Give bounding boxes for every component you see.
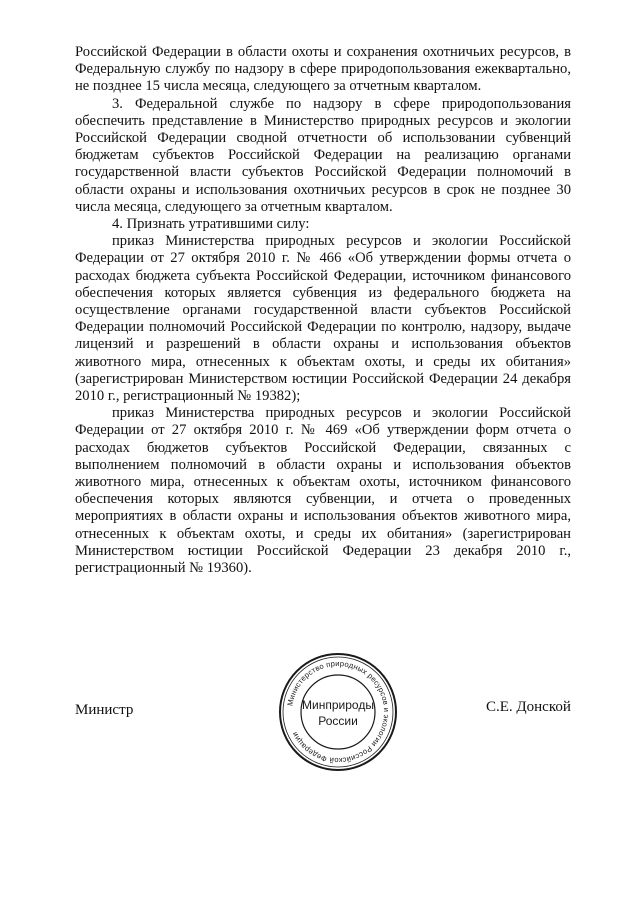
paragraph-item-4: 4. Признать утратившими силу: [112,216,310,233]
paragraph-continuation: Российской Федерации в области охоты и сохранения охотничьих ресурсов, в Федеральную службу по надзору в сфере природопользования ежеквартально, не позднее 15 числа месяца, следующего за отчетным кварталом. [75,44,571,95]
signatory-name: С.Е. Донской [486,699,571,715]
paragraph-order-469: приказ Министерства природных ресурсов и экологии Российской Федерации от 27 октября 2010 г. № 469 «Об утверждении форм отчета о расходах бюджетов субъектов Российской Федерации, связанных с выполнением полномочий в области охраны и использования объектов животного мира, отнесенных к объектам охоты, источником финансового обеспечения которых являются субвенции, и отчета о проведенных мероприятиях в области охраны и использования объектов животного мира, отнесенных к объектам охоты, и среды их обитания» (зарегистрирован Министерством юстиции Российской Федерации 23 декабря 2010 г., регистрационный № 19360). [75,405,571,577]
document-body [75,44,571,577]
seal-ring-text: Министерство природных ресурсов и экологии Российской Федерации [285,658,392,766]
seal-center-line2: России [318,714,358,728]
ministry-seal [276,650,400,774]
paragraph-order-466: приказ Министерства природных ресурсов и экологии Российской Федерации от 27 октября 2010 г. № 466 «Об утверждении формы отчета о расходах бюджета субъекта Российской Федерации, источником финансового обеспечения которых является субвенция из федерального бюджета на осуществление органами государственной власти субъектов Российской Федерации полномочий Российской Федерации по контролю, надзору, выдаче лицензий и разрешений в области охраны и использования объектов животного мира, отнесенных к объектам охоты, и среды их обитания» (зарегистрирован Министерством юстиции Российской Федерации 24 декабря 2010 г., регистрационный № 19382); [75,233,571,405]
seal-center-line1: Минприроды [302,698,374,712]
signatory-position: Министр [75,702,134,718]
paragraph-item-3: 3. Федеральной службе по надзору в сфере природопользования обеспечить представление в Министерство природных ресурсов и экологии Российской Федерации сводной отчетности об использовании субвенций бюджетам субъектов Российской Федерации на реализацию органами государственной власти субъектов Российской Федерации полномочий в области охраны и использования охотничьих ресурсов в срок не позднее 30 числа месяца, следующего за отчетным кварталом. [75,95,571,215]
